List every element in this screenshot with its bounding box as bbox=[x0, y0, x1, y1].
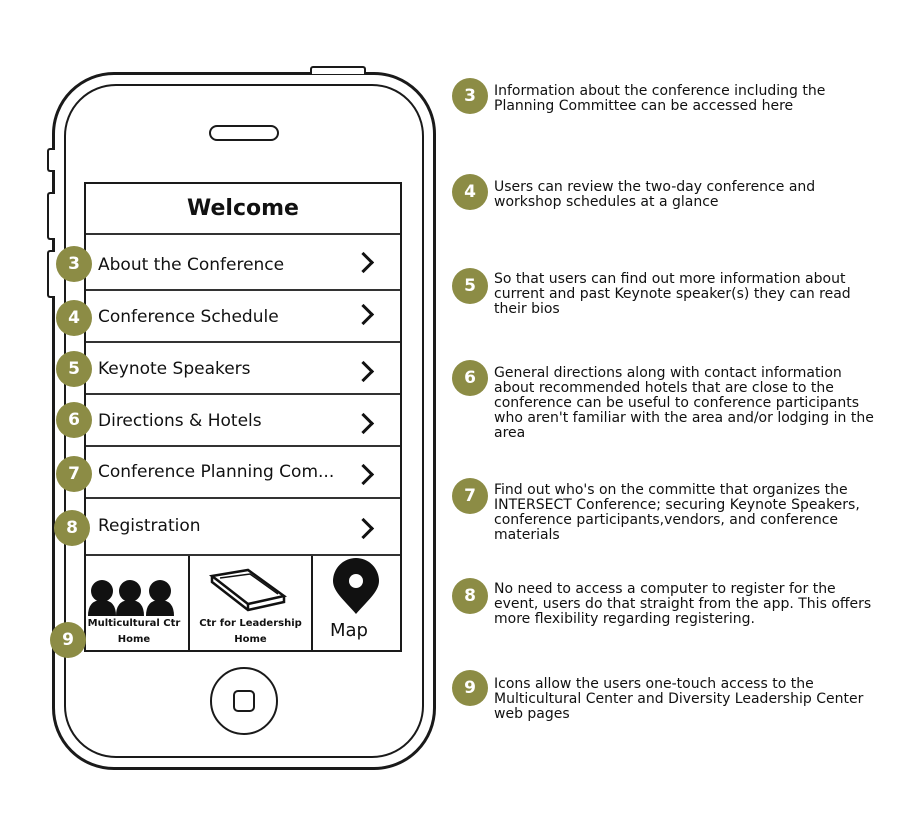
annotation-text-5: So that users can find out more information about current and past Keynote speaker(s) they can read their bios bbox=[494, 271, 851, 317]
annotation-text-9: Icons allow the users one-touch access to the Multicultural Center and Diversity Leadership Center web pages bbox=[494, 676, 864, 722]
icon-label-line2: Home bbox=[234, 634, 267, 645]
menu-item-schedule[interactable] bbox=[86, 291, 400, 343]
chevron-right-icon bbox=[353, 518, 374, 539]
menu-item-about[interactable] bbox=[86, 235, 400, 291]
menu-item-label: Keynote Speakers bbox=[98, 359, 251, 379]
annotation-badge-9: 9 bbox=[452, 670, 488, 706]
multicultural-center-home-button[interactable] bbox=[86, 556, 188, 650]
map-pin-icon bbox=[313, 556, 400, 616]
home-square-icon bbox=[233, 690, 255, 712]
annotation-badge-4: 4 bbox=[452, 174, 488, 210]
annotation-text-8: No need to access a computer to register for the event, users do that straight from the app. This offers more flexibility regarding registering. bbox=[494, 581, 872, 627]
icon-label bbox=[190, 616, 311, 648]
chevron-right-icon bbox=[353, 304, 374, 325]
menu-item-planning[interactable] bbox=[86, 447, 400, 499]
chevron-right-icon bbox=[353, 413, 374, 434]
menu-item-label: Conference Planning Com... bbox=[98, 462, 335, 482]
icon-label-line1: Ctr for Leadership bbox=[199, 618, 302, 629]
annotation-badge-8: 8 bbox=[452, 578, 488, 614]
icon-label-line1: Multicultural Ctr bbox=[87, 618, 181, 629]
annotation-text-4: Users can review the two-day conference and workshop schedules at a glance bbox=[494, 179, 816, 210]
annotation-badge-6: 6 bbox=[452, 360, 488, 396]
chevron-right-icon bbox=[353, 361, 374, 382]
badge-4: 4 bbox=[56, 300, 92, 336]
menu-item-label: About the Conference bbox=[98, 255, 285, 275]
menu-item-registration[interactable] bbox=[86, 499, 400, 556]
badge-6: 6 bbox=[56, 402, 92, 438]
chevron-right-icon bbox=[353, 464, 374, 485]
icon-label bbox=[86, 616, 182, 648]
annotation-text-3: Information about the conference including the Planning Committee can be accessed here bbox=[494, 83, 826, 114]
badge-5: 5 bbox=[56, 351, 92, 387]
mute-switch bbox=[47, 148, 55, 172]
annotation-badge-3: 3 bbox=[452, 78, 488, 114]
annotation-badge-5: 5 bbox=[452, 268, 488, 304]
people-icon bbox=[86, 556, 188, 616]
badge-7: 7 bbox=[56, 456, 92, 492]
badge-3: 3 bbox=[56, 246, 92, 282]
volume-down-button bbox=[47, 250, 55, 298]
icon-label-line2: Home bbox=[117, 634, 151, 645]
menu-item-directions[interactable] bbox=[86, 395, 400, 447]
chevron-right-icon bbox=[353, 252, 374, 273]
menu-item-label: Directions & Hotels bbox=[98, 411, 262, 431]
book-icon bbox=[190, 556, 311, 616]
welcome-title: Welcome bbox=[187, 196, 299, 221]
annotation-text-7: Find out who's on the committe that organizes the INTERSECT Conference; securing Keynote Speakers, conference participants,vendors, and conference materials bbox=[494, 482, 860, 543]
menu-item-label: Registration bbox=[98, 516, 201, 536]
annotation-badge-7: 7 bbox=[452, 478, 488, 514]
annotation-text-6: General directions along with contact information about recommended hotels that are close to the conference can be useful to conference participants who aren't familiar with the area and/or lodging in the area bbox=[494, 365, 874, 441]
menu-item-keynote[interactable] bbox=[86, 343, 400, 395]
map-label: Map bbox=[330, 620, 368, 641]
power-button bbox=[310, 66, 366, 74]
volume-up-button bbox=[47, 192, 55, 240]
badge-8: 8 bbox=[54, 510, 90, 546]
leadership-center-home-button[interactable] bbox=[190, 556, 311, 650]
earpiece-speaker bbox=[209, 125, 279, 141]
badge-9: 9 bbox=[50, 622, 86, 658]
menu-item-label: Conference Schedule bbox=[98, 307, 279, 327]
